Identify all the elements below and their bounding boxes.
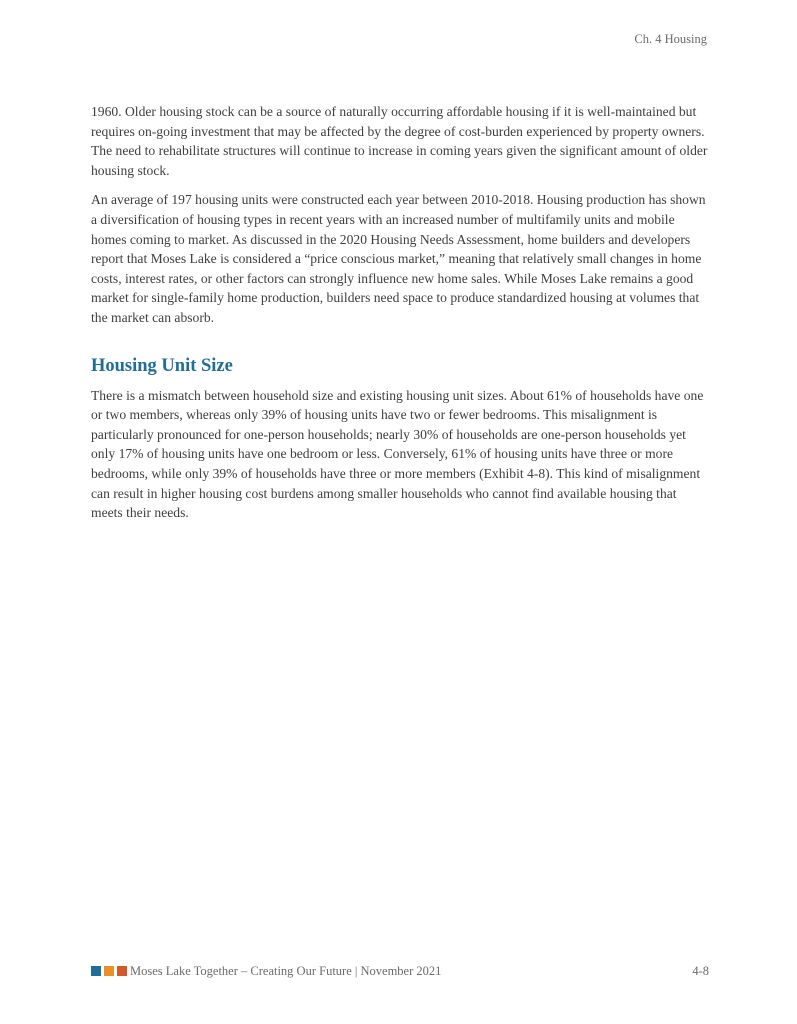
body-paragraph: 1960. Older housing stock can be a source of naturally occurring affordable housing if it is well-maintained but requires on-going investment that may be affected by the degree of cost-burden experienced by property owners. The need to rehabilitate structures will continue to increase in coming years given the significant amount of older housing stock. [91, 104, 708, 178]
section-paragraph: There is a mismatch between household size and existing housing unit sizes. About 61% of households have one or two members, whereas only 39% of housing units have two or fewer bedrooms. This misalignment is particularly pronounced for one-person households; nearly 30% of households are one-person households yet only 17% of housing units have one bedroom or less. Conversely, 61% of housing units have three or more bedrooms, while only 39% of households have three or more members (Exhibit 4-8). This kind of misalignment can result in higher housing cost burdens among smaller households who cannot find available housing that meets their needs. [91, 387, 704, 521]
blue-square-icon [91, 966, 101, 976]
page-header-chapter: Ch. 4 Housing [634, 32, 707, 46]
page-number: 4-8 [692, 964, 709, 978]
document-body [91, 102, 709, 533]
footer-logo-squares [91, 966, 127, 976]
body-paragraph: An average of 197 housing units were constructed each year between 2010-2018. Housing production has shown a diversification of housing types in recent years with an increased number of multifamily units and mobile homes coming to market. As discussed in the 2020 Housing Needs Assessment, home builders and developers report that Moses Lake is considered a “price conscious market,” meaning that relatively small changes in home costs, interest rates, or other factors can strongly influence new home sales. While Moses Lake remains a good market for single-family home production, builders need space to produce standardized housing at volumes that the market can absorb. [91, 192, 706, 325]
page-footer [91, 964, 709, 980]
orange-square-icon [104, 966, 114, 976]
footer-title: Moses Lake Together – Creating Our Future | November 2021 [130, 964, 442, 978]
red-square-icon [117, 966, 127, 976]
section-heading: Housing Unit Size [91, 355, 233, 376]
